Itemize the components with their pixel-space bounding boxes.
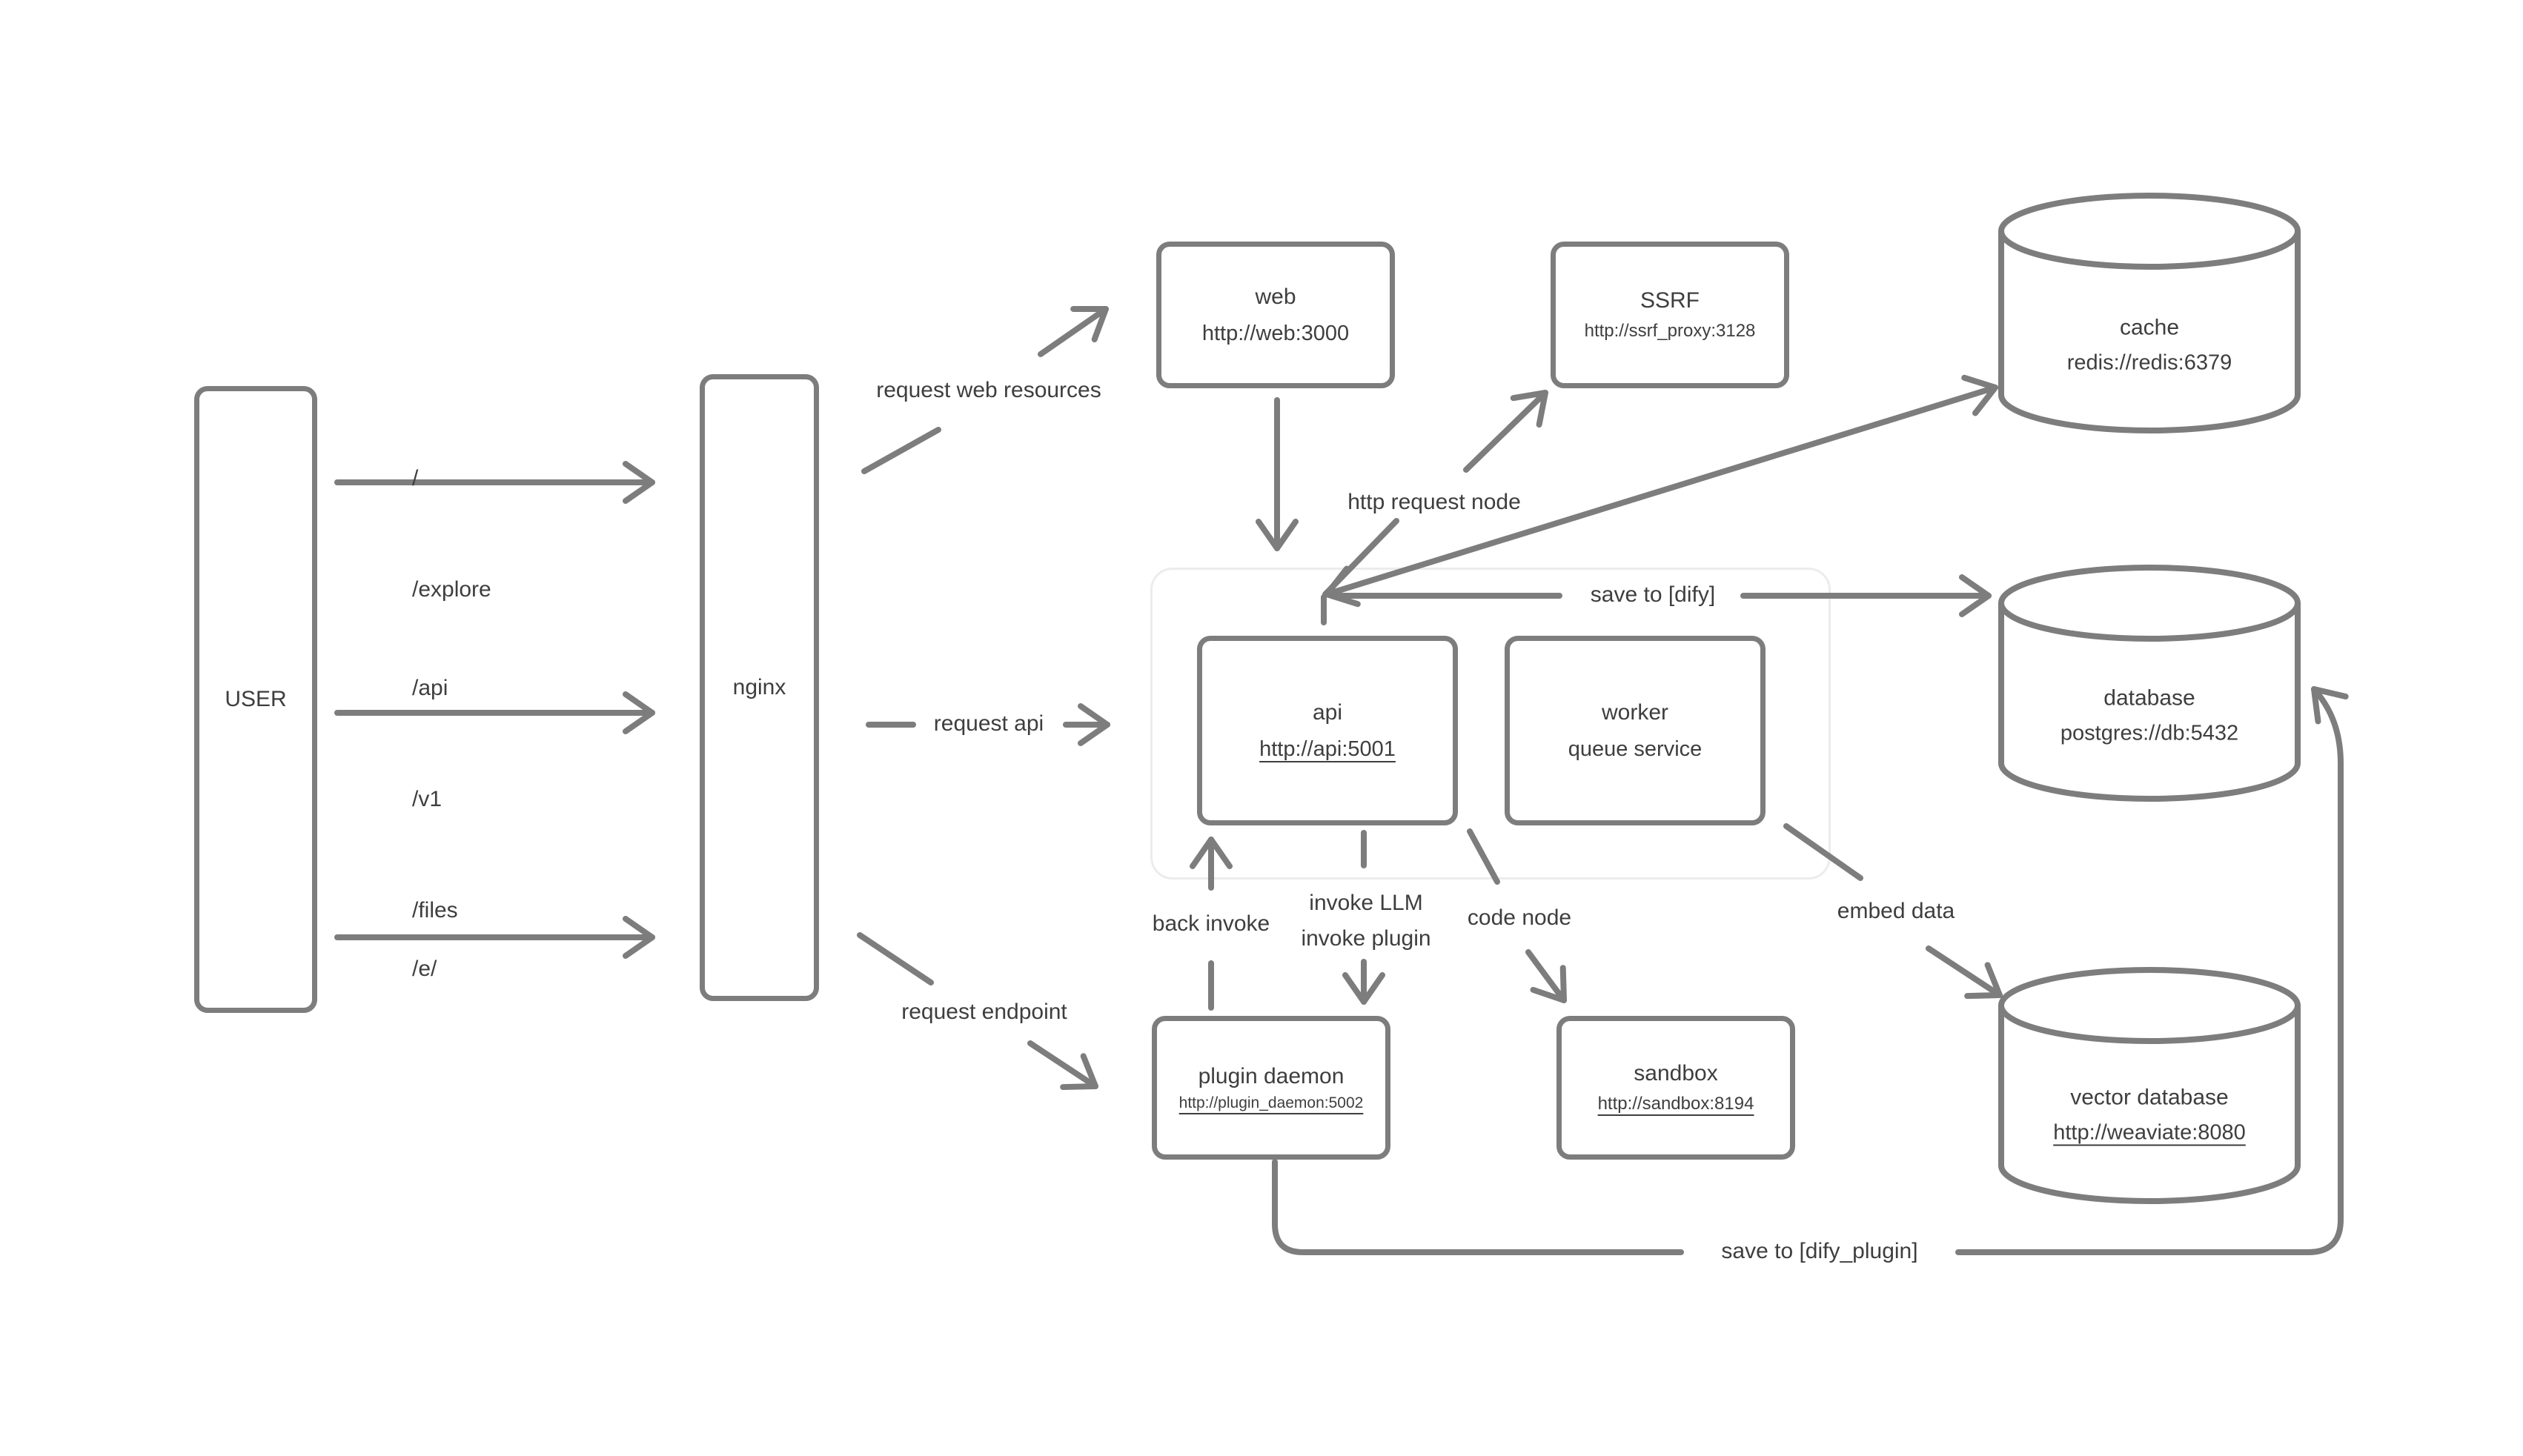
node-vector-database-title: vector database (2070, 1085, 2229, 1110)
label-back-invoke: back invoke (1152, 911, 1270, 936)
node-sandbox-url: http://sandbox:8194 (1597, 1094, 1754, 1114)
node-api-url: http://api:5001 (1259, 737, 1396, 761)
node-sandbox-title: sandbox (1634, 1061, 1718, 1086)
node-worker-title: worker (1601, 699, 1668, 725)
node-plugin-daemon (1152, 1016, 1390, 1160)
node-vector-database-text (1994, 1084, 2305, 1147)
node-nginx-label: nginx (732, 675, 786, 699)
label-route-files: /files (412, 898, 458, 923)
edge-nginx-web-seg2 (1041, 309, 1106, 354)
label-code-node: code node (1467, 905, 1572, 930)
node-ssrf-url: http://ssrf_proxy:3128 (1584, 321, 1756, 341)
node-ssrf-title: SSRF (1640, 288, 1700, 313)
edge-embed-seg2 (1929, 948, 2000, 995)
cache-cylinder (2001, 196, 2298, 431)
label-route-v1: /v1 (412, 787, 442, 811)
node-worker-subtitle: queue service (1568, 737, 1703, 761)
label-request-api: request api (933, 711, 1044, 736)
node-ssrf (1551, 242, 1789, 388)
label-embed-data: embed data (1837, 899, 1955, 923)
database-cylinder (2001, 568, 2298, 799)
node-database-text (1994, 685, 2305, 748)
node-plugin-daemon-url: http://plugin_daemon:5002 (1178, 1094, 1364, 1111)
label-save-to-dify: save to [dify] (1590, 582, 1716, 607)
node-cache-title: cache (2119, 315, 2180, 340)
node-api (1197, 636, 1458, 825)
label-http-request-node: http request node (1347, 490, 1521, 514)
label-route-slash: / (412, 466, 419, 491)
node-database-url: postgres://db:5432 (2060, 721, 2239, 745)
node-nginx (700, 374, 819, 1001)
node-vector-database-url: http://weaviate:8080 (2053, 1120, 2246, 1145)
label-route-api: /api (412, 676, 448, 700)
node-web (1156, 242, 1395, 388)
node-user-label: USER (225, 687, 287, 711)
label-route-explore: /explore (412, 577, 491, 602)
node-web-url: http://web:3000 (1201, 321, 1350, 345)
node-database-title: database (2103, 685, 2195, 711)
edge-code-node-seg2 (1528, 952, 1564, 1000)
edge-code-node-seg1 (1470, 831, 1497, 882)
edge-request-endpoint-seg2 (1030, 1043, 1095, 1086)
node-plugin-daemon-title: plugin daemon (1198, 1063, 1345, 1088)
edge-embed-seg1 (1786, 826, 1860, 878)
node-web-title: web (1255, 284, 1296, 309)
label-save-to-dify-plugin: save to [dify_plugin] (1721, 1239, 1918, 1263)
node-user (194, 386, 317, 1013)
label-route-e: /e/ (412, 957, 437, 981)
label-request-endpoint: request endpoint (901, 1000, 1067, 1024)
label-invoke-llm: invoke LLM (1309, 891, 1423, 915)
node-worker (1505, 636, 1766, 825)
node-cache-text (1994, 314, 2305, 377)
node-sandbox (1556, 1016, 1795, 1160)
edge-plugin-save-left (1275, 1162, 1681, 1252)
node-api-title: api (1312, 699, 1343, 725)
label-invoke-llm-plugin (1301, 885, 1430, 957)
node-cache-url: redis://redis:6379 (2066, 350, 2232, 375)
label-request-web-resources: request web resources (876, 378, 1101, 402)
edge-nginx-web-seg1 (864, 430, 938, 471)
edge-request-endpoint-seg1 (860, 935, 931, 983)
label-invoke-plugin: invoke plugin (1301, 926, 1431, 951)
edge-api-ssrf-seg2 (1466, 393, 1545, 470)
